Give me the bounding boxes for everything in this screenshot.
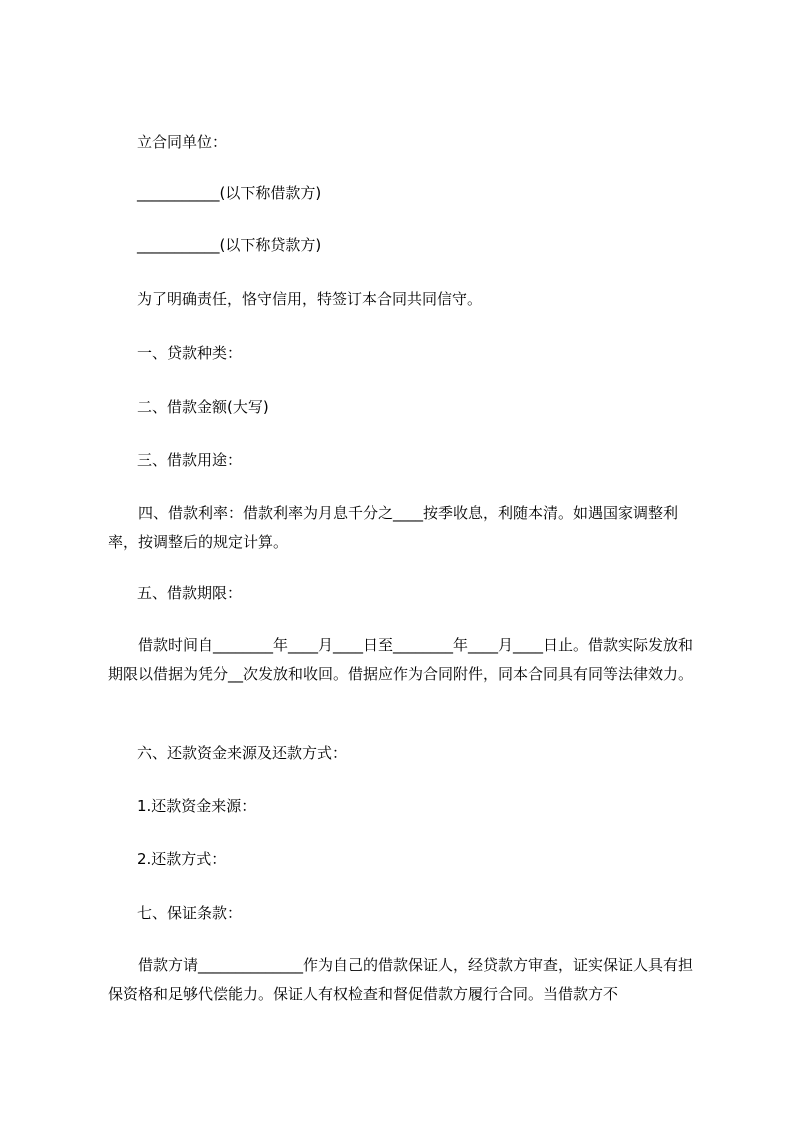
borrower-line: ___________(以下称借款方) xyxy=(137,184,322,202)
preamble: 为了明确责任，恪守信用，特签订本合同共同信守。 xyxy=(137,290,483,308)
section-6-repayment: 六、还款资金来源及还款方式： xyxy=(137,744,348,762)
section-5-loan-term: 五、借款期限： xyxy=(137,584,243,602)
section-5-body: 借款时间自________年____月____日至________年____月____日止。借款实际发放和期限以借据为凭分__次发放和收回。借据应作为合同附件，同本合同具有同等法律效力。 xyxy=(108,636,694,683)
parties-heading: 立合同单位： xyxy=(137,133,228,151)
section-4-interest-rate: 四、借款利率：借款利率为月息千分之____按季收息，利随本清。如遇国家调整利率，按调整后的规定计算。 xyxy=(108,504,679,551)
section-7-guarantee: 七、保证条款： xyxy=(137,904,243,922)
section-1-loan-type: 一、贷款种类： xyxy=(137,344,243,362)
section-3-loan-purpose: 三、借款用途： xyxy=(137,451,243,469)
section-2-loan-amount: 二、借款金额(大写) xyxy=(137,398,269,416)
lender-line: ___________(以下称贷款方) xyxy=(137,236,322,254)
section-7-body: 借款方请______________作为自己的借款保证人，经贷款方审查，证实保证人具有担保资格和足够代偿能力。保证人有权检查和督促借款方履行合同。当借款方不 xyxy=(108,956,694,1003)
section-6-item-1: 1.还款资金来源： xyxy=(137,797,257,815)
section-6-item-2: 2.还款方式： xyxy=(137,850,227,868)
